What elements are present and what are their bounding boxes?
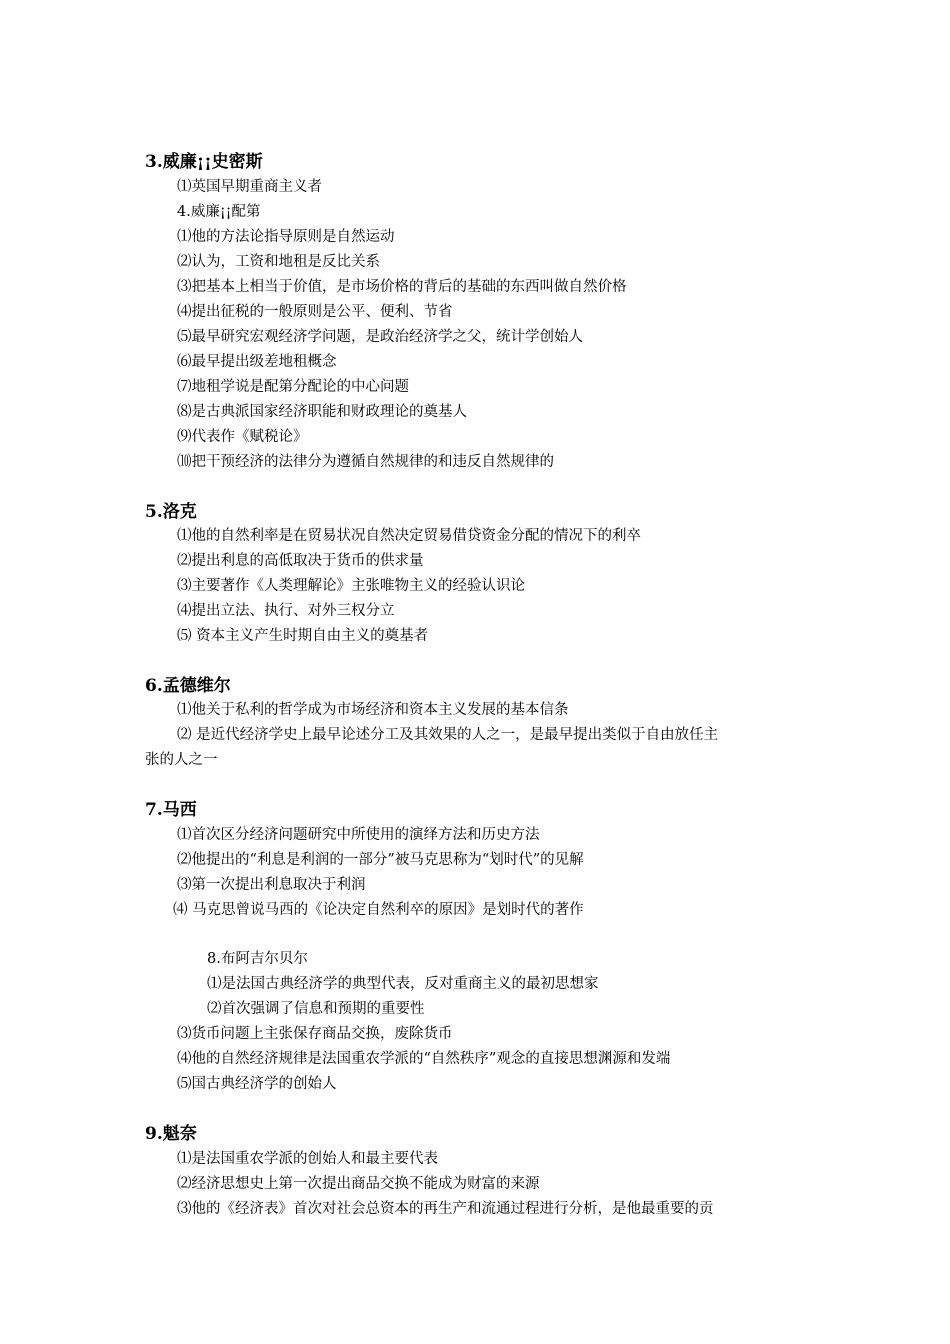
list-item: ⑶把基本上相当于价值，是市场价格的背后的基础的东西叫做自然价格	[177, 279, 627, 295]
list-item: ⑺地租学说是配第分配论的中心问题	[177, 379, 409, 395]
section-heading-9: 9.魁奈	[145, 1124, 197, 1144]
list-item: ⑴他的自然利率是在贸易状况自然决定贸易借贷资金分配的情况下的利卒	[177, 528, 641, 544]
list-item: ⑶主要著作《人类理解论》主张唯物主义的经验认识论	[177, 578, 525, 594]
list-item: ⑴他关于私利的哲学成为市场经济和资本主义发展的基本信条	[177, 702, 569, 718]
list-item: ⑵认为，工资和地租是反比关系	[177, 254, 380, 270]
list-item: ⑴首次区分经济问题研究中所使用的演绎方法和历史方法	[177, 827, 540, 843]
list-item: ⑷他的自然经济规律是法国重农学派的“自然秩序”观念的直接思想渊源和发端	[177, 1051, 671, 1067]
list-item: ⑷ 马克思曾说马西的《论决定自然利卒的原因》是划时代的著作	[173, 902, 584, 918]
list-item: ⑼代表作《赋税论》	[177, 429, 308, 445]
list-item: ⑶货币问题上主张保存商品交换，废除货币	[177, 1026, 453, 1042]
list-item: ⑴英国早期重商主义者	[177, 179, 322, 195]
list-item: ⑵经济思想史上第一次提出商品交换不能成为财富的来源	[177, 1176, 540, 1192]
section-heading-6: 6.孟德维尔	[145, 676, 231, 696]
list-item: ⑴是法国重农学派的创始人和最主要代表	[177, 1151, 438, 1167]
list-item: ⑴他的方法论指导原则是自然运动	[177, 229, 395, 245]
list-item: ⑷提出征税的一般原则是公平、便利、节省	[177, 304, 453, 320]
list-item: ⑸国古典经济学的创始人	[177, 1076, 337, 1092]
list-item: ⑽把干预经济的法律分为遵循自然规律的和违反自然规律的	[177, 454, 554, 470]
section-heading-7: 7.马西	[145, 800, 197, 820]
list-item: ⑶他的《经济表》首次对社会总资本的再生产和流通过程进行分析，是他最重要的贡	[177, 1201, 714, 1217]
section-heading-3: 3.威廉¡¡史密斯	[145, 152, 263, 172]
list-item: ⑶第一次提出利息取决于利润	[177, 877, 366, 893]
list-item: ⑵ 是近代经济学史上最早论述分工及其效果的人之一，是最早提出类似于自由放任主	[177, 727, 719, 743]
list-item: ⑸ 资本主义产生时期自由主义的奠基者	[177, 628, 429, 644]
list-item: ⑵首次强调了信息和预期的重要性	[207, 1001, 425, 1017]
section-heading-5: 5.洛克	[145, 502, 197, 522]
list-item: ⑷提出立法、执行、对外三权分立	[177, 603, 395, 619]
list-item: ⑵提出利息的高低取决于货币的供求量	[177, 553, 424, 569]
list-item: ⑻是古典派国家经济职能和财政理论的奠基人	[177, 404, 467, 420]
list-item: ⑵他提出的“利息是利润的一部分”被马克思称为“划时代”的见解	[177, 852, 584, 868]
list-item: ⑸最早研究宏观经济学问题，是政治经济学之父，统计学创始人	[177, 329, 583, 345]
section-heading-4: 4.威廉¡¡配第	[177, 204, 261, 220]
section-heading-8: 8.布阿吉尔贝尔	[207, 951, 308, 967]
list-item: ⑹最早提出级差地租概念	[177, 354, 337, 370]
list-item-continuation: 张的人之一	[145, 752, 218, 768]
list-item: ⑴是法国古典经济学的典型代表，反对重商主义的最初思想家	[207, 976, 599, 992]
